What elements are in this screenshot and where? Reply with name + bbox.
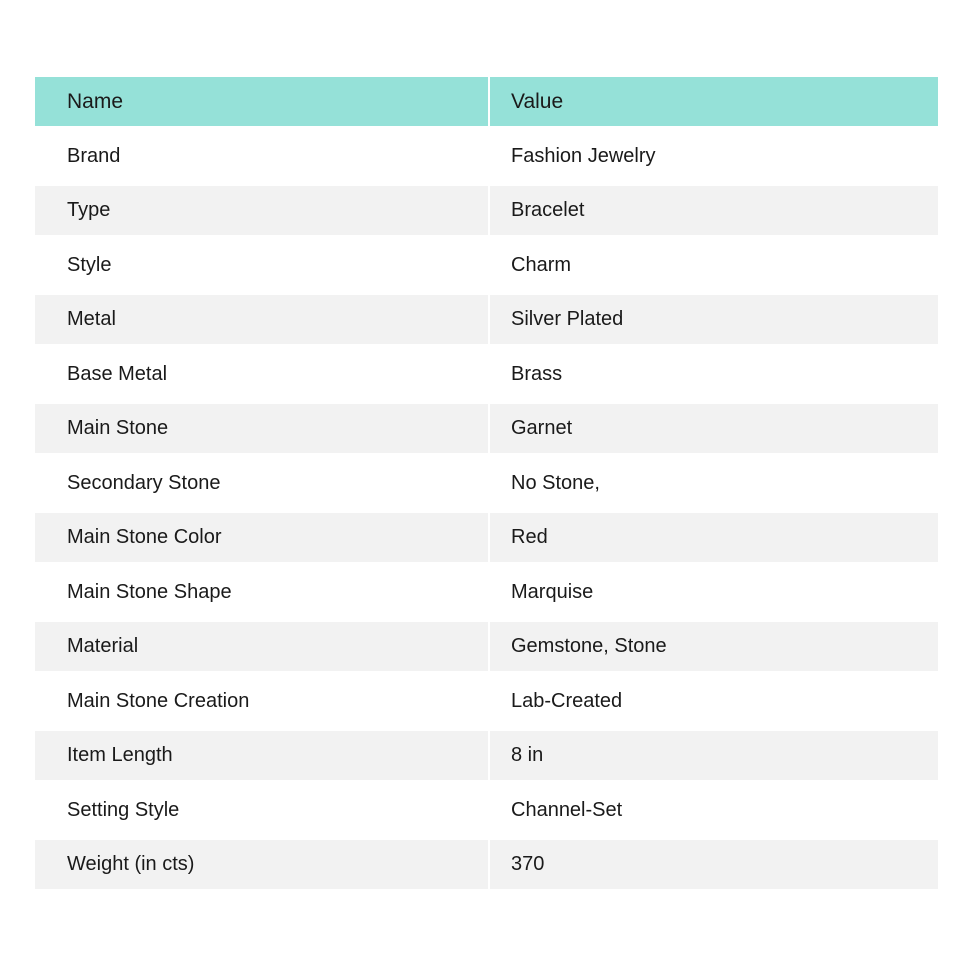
row-value-cell: Marquise <box>511 580 594 603</box>
table-row <box>35 785 938 834</box>
table-row <box>35 186 938 235</box>
table-row <box>35 295 938 344</box>
row-value-cell: 370 <box>511 853 545 875</box>
row-name-cell: Brand <box>35 131 490 180</box>
row-value-cell: Gemstone, Stone <box>511 635 667 657</box>
column-header-name: Name <box>35 77 490 126</box>
table-row <box>35 131 938 180</box>
row-value-cell: Red <box>511 526 548 548</box>
table-row <box>35 513 938 562</box>
table-row <box>35 240 938 289</box>
row-value-cell: Brass <box>511 362 563 385</box>
table-row <box>35 458 938 507</box>
table-row <box>35 731 938 780</box>
row-value-cell: 8 in <box>511 744 544 766</box>
row-name-cell: Base Metal <box>35 349 490 398</box>
table-row <box>35 567 938 616</box>
row-name-cell: Main Stone Creation <box>35 676 490 725</box>
table-row <box>35 840 938 889</box>
row-name-cell: Item Length <box>35 731 490 780</box>
table-header <box>35 77 938 126</box>
table-row <box>35 349 938 398</box>
table-row <box>35 404 938 453</box>
row-value-cell: Lab-Created <box>511 689 623 712</box>
row-name-cell: Type <box>35 186 490 235</box>
column-header-value: Value <box>511 90 564 113</box>
row-name-cell: Style <box>35 240 490 289</box>
table-row <box>35 676 938 725</box>
row-value-cell: Channel-Set <box>511 798 623 821</box>
row-name-cell: Setting Style <box>35 785 490 834</box>
table-row <box>35 622 938 671</box>
spec-table <box>35 77 938 894</box>
row-name-cell: Weight (in cts) <box>35 840 490 889</box>
row-name-cell: Metal <box>35 295 490 344</box>
row-name-cell: Main Stone Color <box>35 513 490 562</box>
row-value-cell: Bracelet <box>511 199 585 221</box>
row-name-cell: Material <box>35 622 490 671</box>
row-value-cell: Charm <box>511 253 572 276</box>
row-name-cell: Secondary Stone <box>35 458 490 507</box>
row-value-cell: No Stone, <box>511 471 600 494</box>
row-name-cell: Main Stone Shape <box>35 567 490 616</box>
row-name-cell: Main Stone <box>35 404 490 453</box>
row-value-cell: Fashion Jewelry <box>511 144 656 167</box>
row-value-cell: Silver Plated <box>511 308 624 330</box>
row-value-cell: Garnet <box>511 417 573 439</box>
